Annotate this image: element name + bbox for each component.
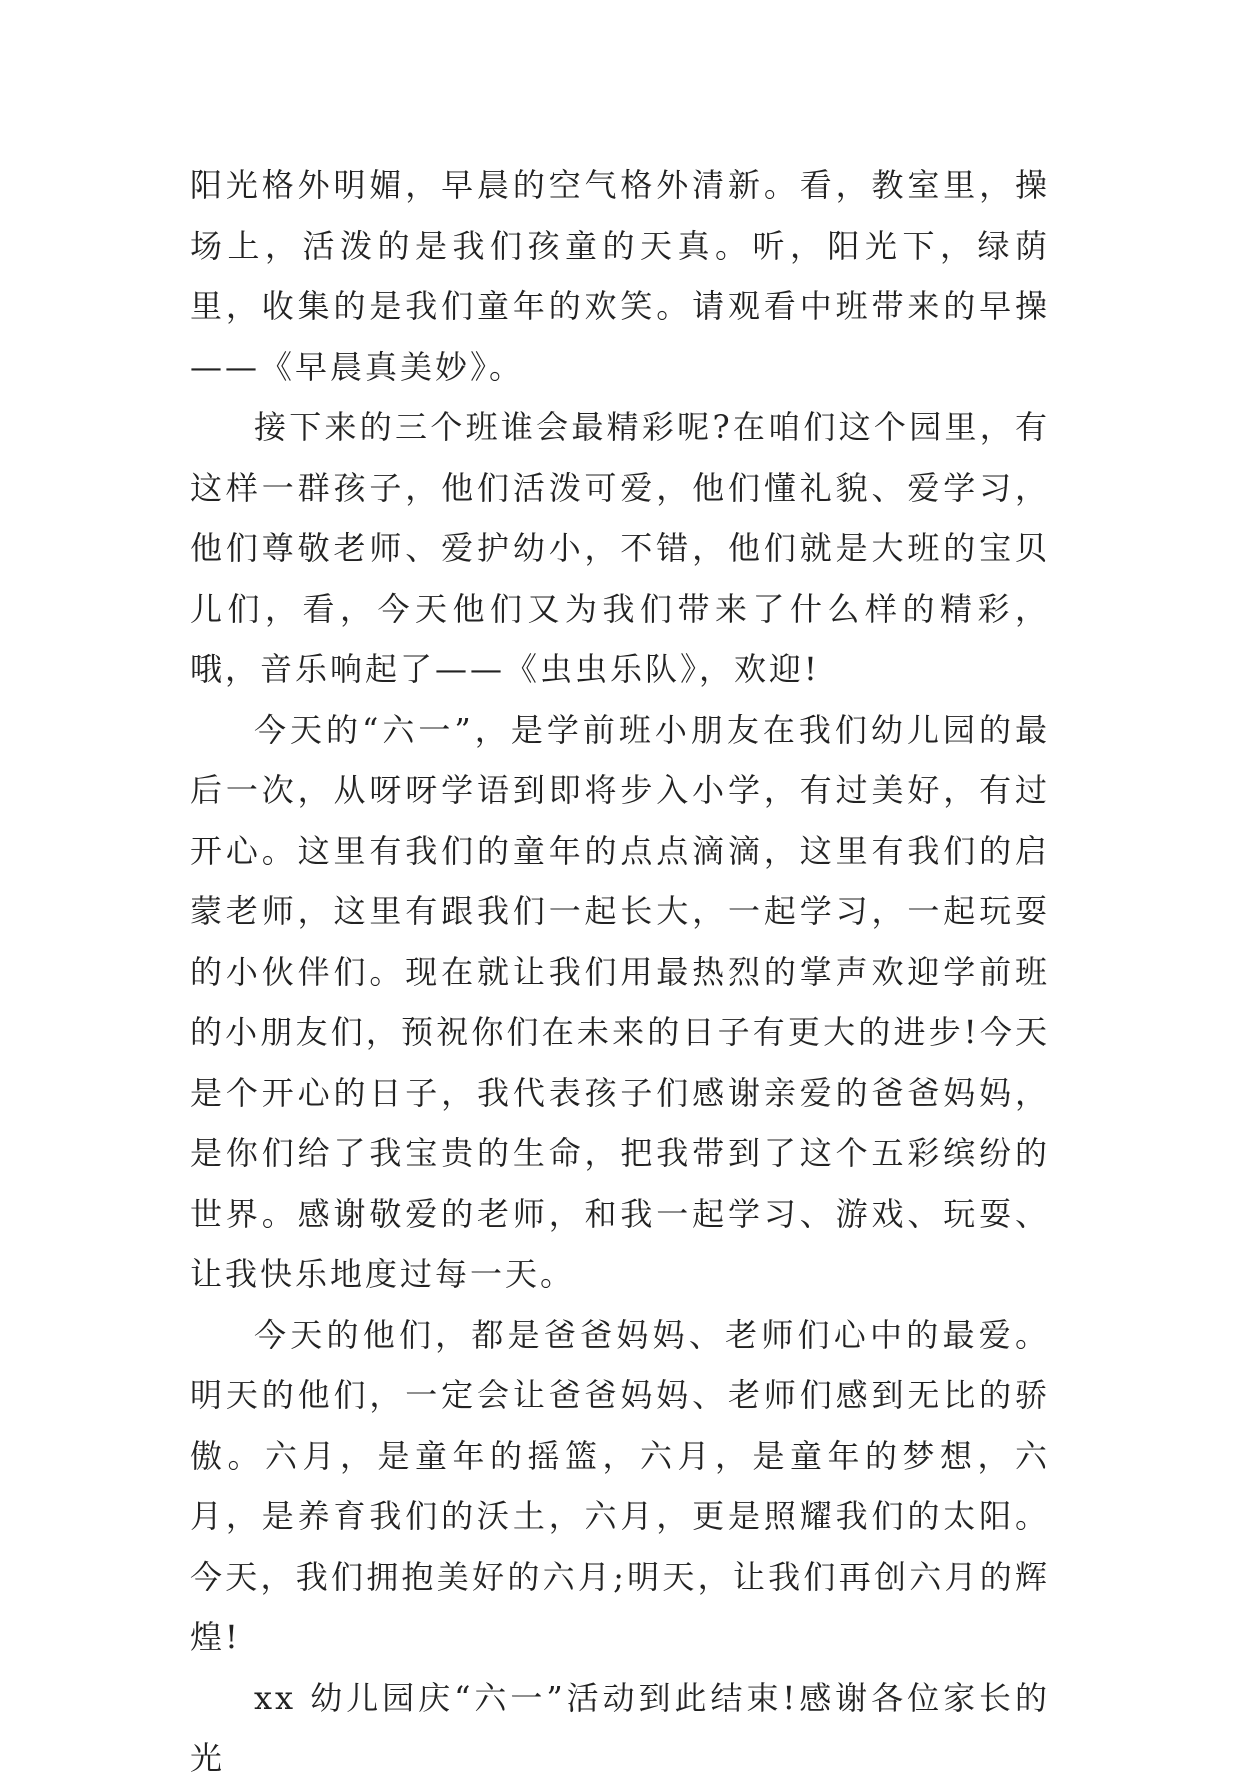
paragraph-2: 接下来的三个班谁会最精彩呢?在咱们这个园里，有这样一群孩子，他们活泼可爱，他们懂礼貌、爱学习，他们尊敬老师、爱护幼小，不错，他们就是大班的宝贝儿们，看，今天他们又为我们带来了什么样的精彩，哦，音乐响起了——《虫虫乐队》，欢迎!: [190, 408, 1050, 688]
paragraph-1: 阳光格外明媚，早晨的空气格外清新。看，教室里，操场上，活泼的是我们孩童的天真。听，阳光下，绿荫里，收集的是我们童年的欢笑。请观看中班带来的早操——《早晨真美妙》。: [190, 166, 1050, 386]
paragraph-3: 今天的“六一”，是学前班小朋友在我们幼儿园的最后一次，从呀呀学语到即将步入小学，有过美好，有过开心。这里有我们的童年的点点滴滴，这里有我们的启蒙老师，这里有跟我们一起长大，一起学习，一起玩耍的小伙伴们。现在就让我们用最热烈的掌声欢迎学前班的小朋友们，预祝你们在未来的日子有更大的进步!今天是个开心的日子，我代表孩子们感谢亲爱的爸爸妈妈，是你们给了我宝贵的生命，把我带到了这个五彩缤纷的世界。感谢敬爱的老师，和我一起学习、游戏、玩耍、让我快乐地度过每一天。: [190, 710, 1050, 1293]
paragraph-5: xx 幼儿园庆“六一”活动到此结束!感谢各位家长的光: [190, 1678, 1050, 1777]
document-body: [190, 155, 1050, 1789]
paragraph-4: 今天的他们，都是爸爸妈妈、老师们心中的最爱。明天的他们，一定会让爸爸妈妈、老师们感到无比的骄傲。六月，是童年的摇篮，六月，是童年的梦想，六月，是养育我们的沃土，六月，更是照耀我们的太阳。今天，我们拥抱美好的六月;明天，让我们再创六月的辉煌!: [190, 1315, 1050, 1656]
